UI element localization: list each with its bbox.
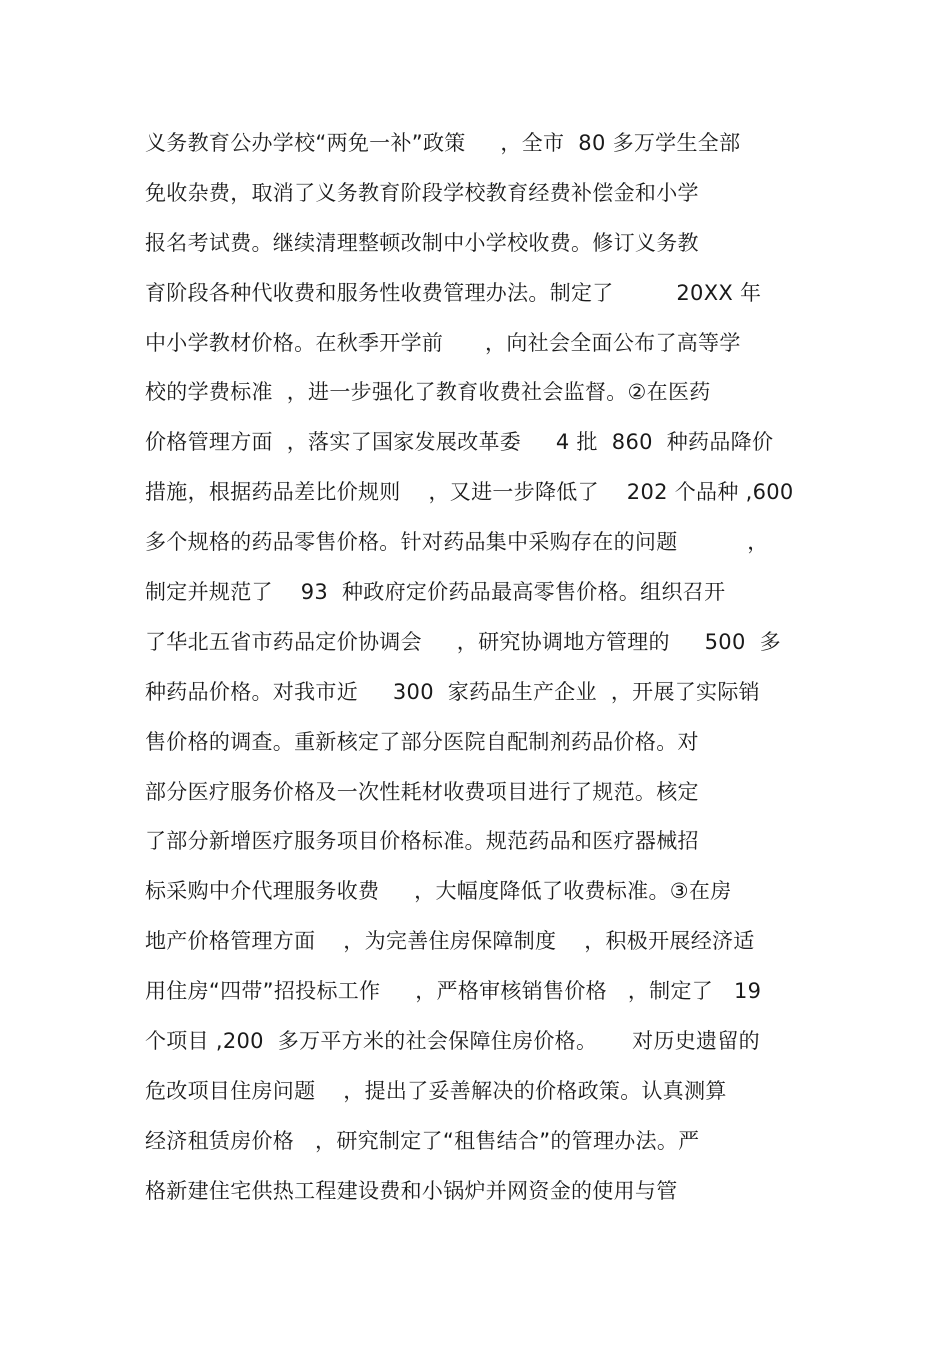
text-line: 标采购中介代理服务收费 ，大幅度降低了收费标准。③在房 — [145, 879, 732, 904]
text-line: 危改项目住房问题 ，提出了妥善解决的价格政策。认真测算 — [145, 1078, 727, 1103]
text-line: 种药品价格。对我市近 300 家药品生产企业 ，开展了实际销 — [145, 679, 760, 704]
text-line: 措施，根据药品差比价规则 ，又进一步降低了 202 个品种 ,600 — [145, 480, 794, 505]
text-line: 价格管理方面 ，落实了国家发展改革委 4 批 860 种药品降价 — [145, 430, 774, 455]
text-line: 免收杂费，取消了义务教育阶段学校教育经费补偿金和小学 — [145, 180, 699, 205]
text-line: 义务教育公办学校“两免一补”政策 ，全市 80 多万学生全部 — [145, 131, 741, 155]
text-line: 报名考试费。继续清理整顿改制中小学校收费。修订义务教 — [145, 230, 699, 255]
text-line: 售价格的调查。重新核定了部分医院自配制剂药品价格。对 — [145, 729, 699, 754]
text-line: 制定并规范了 93 种政府定价药品最高零售价格。组织召开 — [145, 580, 726, 605]
text-line: 校的学费标准 ，进一步强化了教育收费社会监督。②在医药 — [145, 380, 711, 405]
text-line: 育阶段各种代收费和服务性收费管理办法。制定了 20XX 年 — [145, 280, 762, 305]
text-line: 了部分新增医疗服务项目价格标准。规范药品和医疗器械招 — [145, 829, 699, 854]
text-line: 格新建住宅供热工程建设费和小锅炉并网资金的使用与管 — [145, 1178, 678, 1203]
text-line: 个项目 ,200 多万平方米的社会保障住房价格。 对历史遗留的 — [145, 1029, 760, 1054]
text-line: 部分医疗服务价格及一次性耗材收费项目进行了规范。核定 — [145, 779, 699, 804]
text-line: 经济租赁房价格 ，研究制定了“租售结合”的管理办法。严 — [145, 1128, 700, 1153]
text-line: 了华北五省市药品定价协调会 ，研究协调地方管理的 500 多 — [145, 629, 781, 654]
text-line: 中小学教材价格。在秋季开学前 ，向社会全面公布了高等学 — [145, 330, 741, 355]
text-line: 用住房“四带”招投标工作 ，严格审核销售价格 ，制定了 19 — [145, 979, 762, 1004]
text-line: 地产价格管理方面 ，为完善住房保障制度 ，积极开展经济适 — [145, 929, 755, 954]
text-line: 多个规格的药品零售价格。针对药品集中采购存在的问题 ， — [145, 530, 769, 555]
body-text — [145, 122, 825, 1220]
